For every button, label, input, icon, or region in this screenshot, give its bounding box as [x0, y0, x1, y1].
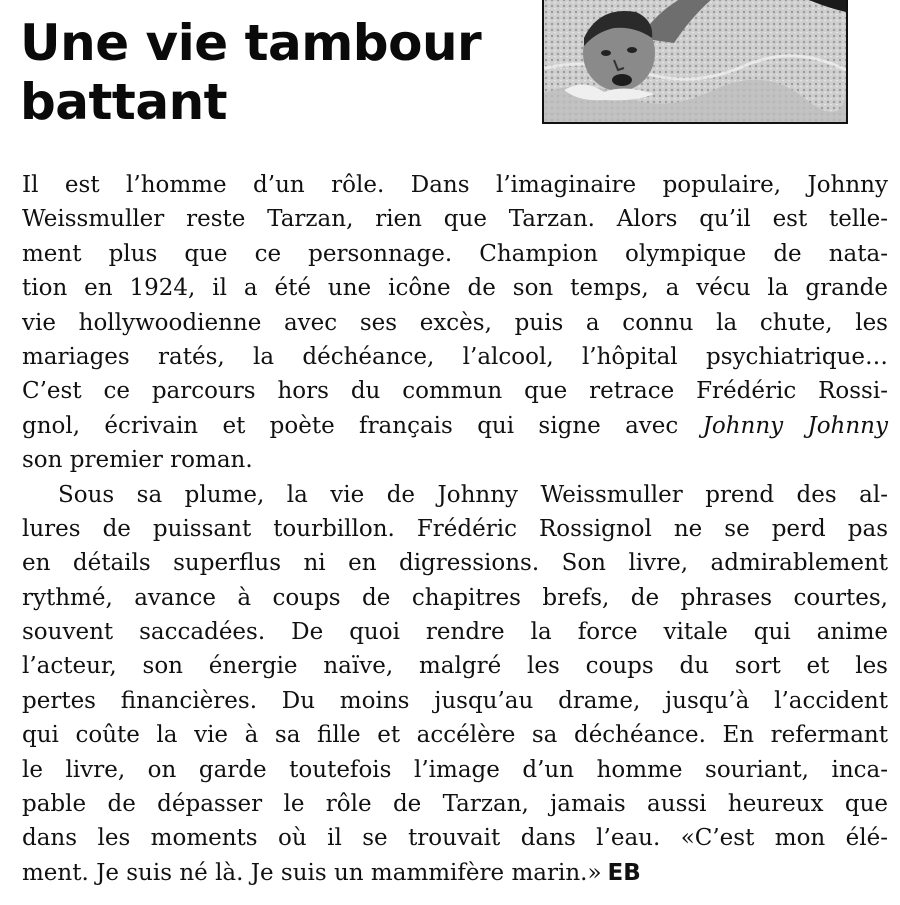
headline [20, 14, 520, 132]
paragraph-2-line: souvent saccadées. De quoi rendre la force vitale qui anime [22, 619, 888, 646]
swimmer-photo [542, 0, 848, 124]
paragraph-2-line: qui coûte la vie à sa fille et accélère sa déchéance. En refermant [22, 722, 888, 749]
paragraph-1-line: son premier roman. [22, 447, 253, 474]
paragraph-2-line: Sous sa plume, la vie de Johnny Weissmuller prend des al- [58, 481, 888, 508]
paragraph-2-line: l’acteur, son énergie naïve, malgré les coups du sort et les [22, 653, 888, 680]
paragraph-1-line: tion en 1924, il a été une icône de son temps, a vécu la grande [22, 275, 888, 302]
paragraph-2-text: ment. Je suis né là. Je suis un mammifère marin.» [22, 859, 602, 886]
headline-line-2: battant [20, 73, 228, 131]
paragraph-2-line: en détails superflus ni en digressions. Son livre, admirablement [22, 550, 888, 577]
swimmer-illustration [544, 0, 846, 122]
paragraph-2-line: pertes financières. Du moins jusqu’au drame, jusqu’à l’accident [22, 687, 888, 714]
paragraph-2-line: dans les moments où il se trouvait dans l’eau. «C’est mon élé- [22, 825, 888, 852]
paragraph-1-text: gnol, écrivain et poète français qui signe avec [22, 412, 703, 439]
paragraph-2-line [22, 856, 888, 890]
paragraph-2-line: le livre, on garde toutefois l’image d’un homme souriant, inca- [22, 756, 888, 783]
headline-line-1: Une vie tambour [20, 14, 482, 72]
paragraph-1-line [22, 409, 888, 443]
book-title: Johnny Johnny [702, 412, 888, 439]
paragraph-1-line: mariages ratés, la déchéance, l’alcool, l’hôpital psychiatrique… [22, 343, 888, 370]
paragraph-2-line: rythmé, avance à coups de chapitres brefs, de phrases courtes, [22, 584, 888, 611]
paragraph-1-line: Weissmuller reste Tarzan, rien que Tarzan. Alors qu’il est telle- [22, 206, 888, 233]
paragraph-2-line: pable de dépasser le rôle de Tarzan, jamais aussi heureux que [22, 791, 888, 818]
paragraph-1-line: vie hollywoodienne avec ses excès, puis a connu la chute, les [22, 309, 888, 336]
paragraph-1-line: ment plus que ce personnage. Champion olympique de nata- [22, 240, 888, 267]
paragraph-1-line: Il est l’homme d’un rôle. Dans l’imaginaire populaire, Johnny [22, 172, 888, 198]
article-body [22, 168, 888, 890]
paragraph-1-line: C’est ce parcours hors du commun que retrace Frédéric Rossi- [22, 378, 888, 405]
author-byline: EB [607, 859, 641, 886]
paragraph-2-line: lures de puissant tourbillon. Frédéric Rossignol ne se perd pas [22, 515, 888, 542]
